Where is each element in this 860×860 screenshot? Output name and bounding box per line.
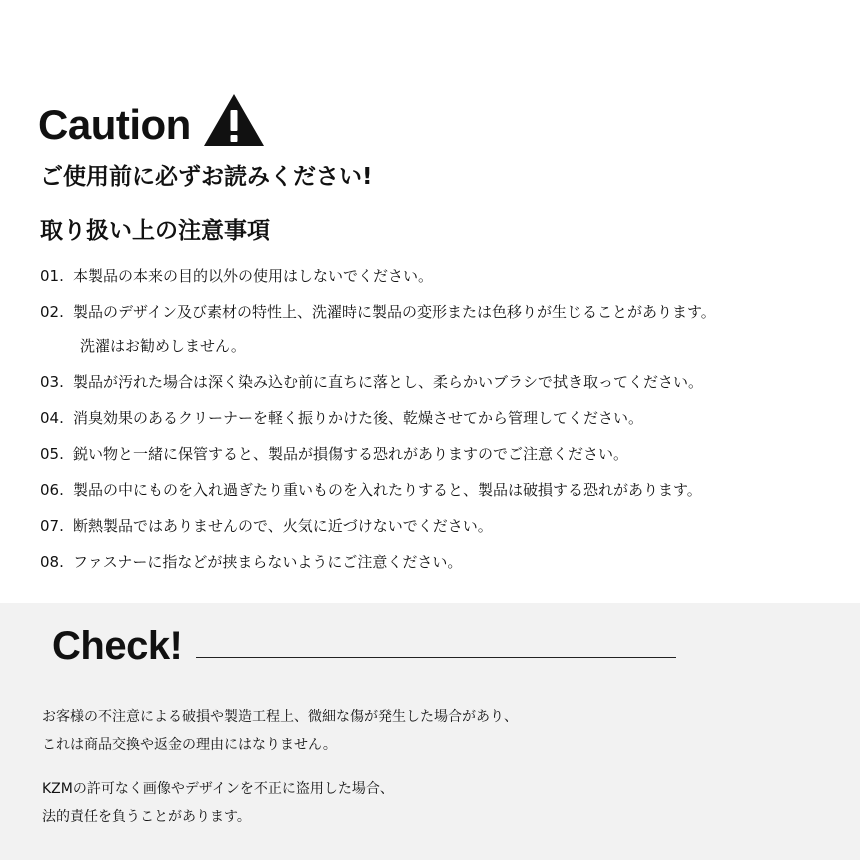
precaution-item (40, 472, 850, 508)
precaution-text: 鋭い物と一緒に保管すると、製品が損傷する恐れがありますのでご注意ください。 (73, 445, 629, 463)
precaution-number: 02. (40, 303, 64, 321)
precaution-item (40, 436, 850, 472)
precaution-number: 08. (40, 553, 64, 571)
precaution-text: ファスナーに指などが挟まらないようにご注意ください。 (73, 553, 463, 571)
precaution-item (40, 258, 850, 294)
copyright-notice-paragraph (42, 775, 394, 831)
paragraph-line: これは商品交換や返金の理由にはなりません。 (42, 737, 337, 753)
check-panel (0, 603, 860, 860)
damage-disclaimer-paragraph (42, 703, 518, 759)
paragraph-line: お客様の不注意による破損や製造工程上、微細な傷が発生した場合があり、 (42, 709, 518, 725)
caution-title: Caution (38, 101, 191, 148)
paragraph-line: KZMの許可なく画像やデザインを不正に盗用した場合、 (42, 781, 394, 797)
precaution-item (40, 364, 850, 400)
precaution-item (40, 508, 850, 544)
precaution-text: 消臭効果のあるクリーナーを軽く振りかけた後、乾燥させてから管理してください。 (73, 409, 644, 427)
check-title-rule (196, 657, 676, 658)
precaution-number: 07. (40, 517, 64, 535)
caution-heading (38, 100, 265, 150)
precaution-number: 03. (40, 373, 64, 391)
precaution-number: 04. (40, 409, 64, 427)
precaution-number: 05. (40, 445, 64, 463)
read-before-use-notice: ご使用前に必ずお読みください! (40, 164, 373, 190)
precaution-continuation: 洗濯はお勧めしません。 (80, 337, 246, 355)
warning-triangle-icon (203, 93, 265, 147)
paragraph-line: 法的責任を負うことがあります。 (42, 809, 251, 825)
check-title: Check! (52, 624, 183, 668)
precaution-text: 本製品の本来の目的以外の使用はしないでください。 (73, 267, 434, 285)
precautions-list (40, 258, 850, 580)
precaution-text: 製品が汚れた場合は深く染み込む前に直ちに落とし、柔らかいブラシで拭き取ってください。 (73, 373, 704, 391)
precaution-text: 製品のデザイン及び素材の特性上、洗濯時に製品の変形または色移りが生じることがあります。 (73, 303, 716, 321)
precaution-item (40, 294, 850, 364)
precaution-number: 06. (40, 481, 64, 499)
precaution-item (40, 400, 850, 436)
precaution-text: 断熱製品ではありませんので、火気に近づけないでください。 (73, 517, 493, 535)
handling-precautions-title: 取り扱い上の注意事項 (40, 218, 270, 244)
precaution-number: 01. (40, 267, 64, 285)
precaution-item (40, 544, 850, 580)
precaution-text: 製品の中にものを入れ過ぎたり重いものを入れたりすると、製品は破損する恐れがあります。 (73, 481, 702, 499)
